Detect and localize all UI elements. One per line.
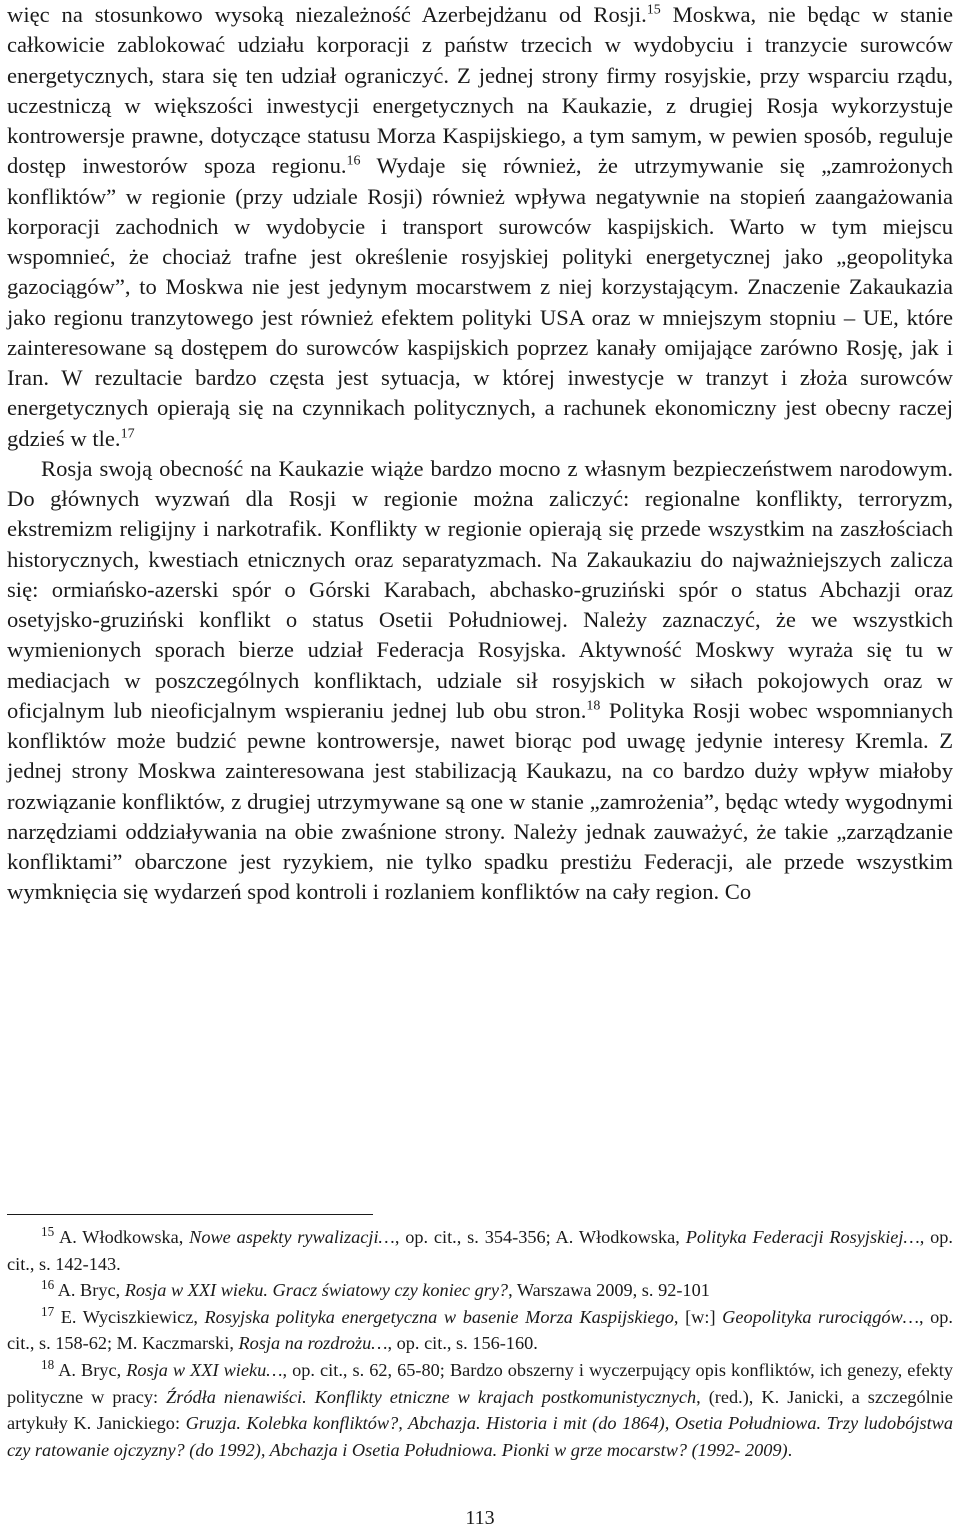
text-run: Moskwa, nie będąc w stanie całkowicie zablokować udziału korporacji z państw trzecich w wydobyciu i tranzycie surowców energetycznych, stara się ten udział ograniczyć. Z jednej strony firmy rosyjskie, przy wsparciu rządu, uczestniczą w większości inwestycji energetycznych na Kaukazie, z drugiej Rosja wykorzystuje kontrowersje prawne, dotyczące statusu Morza Kaspijskiego, a tym samym, w pewien sposób, reguluje dostęp inwestorów spoza regionu. <box>7 2 953 179</box>
footnote-title: Źródła nienawiści. Konflikty etniczne w krajach postkomunistycznych <box>166 1386 697 1407</box>
footnote-number: 17 <box>41 1303 55 1319</box>
footnote-title: Geopolityka rurociągów… <box>722 1306 919 1327</box>
footnote-title: Polityka Federacji Rosyjskiej… <box>685 1227 920 1247</box>
page-number: 113 <box>465 1507 495 1529</box>
footnote-number: 18 <box>41 1356 55 1372</box>
footnote-text: , op. cit., s. 156-160. <box>387 1333 538 1354</box>
footnote-text: E. Wyciszkiewicz, <box>54 1306 205 1327</box>
footnote-text: , op. cit., s. 354-356; A. Włodkowska, <box>394 1227 686 1247</box>
footnote-text: , op. cit., s. 142-143. <box>7 1227 953 1274</box>
footnote-title: Rosyjska polityka energetyczna w basenie Morza Kaspijskiego <box>204 1306 674 1327</box>
text-run: Wydaje się również, że utrzymywanie się „zamrożonych konfliktów” w regionie (przy udziale Rosji) również wpływa negatywnie na stopień zaangażowania korporacji zachodnich w wydobycie i transport surowców kaspijskich. Warto w tym miejscu wspomnieć, że chociaż trafne jest określenie rosyjskiej polityki energetycznej jako „geopolityka gazociągów”, to Moskwa nie jest jedynym mocarstwem z niej korzystającym. Znaczenie Zakaukazia jako regionu tranzytowego jest również efektem polityki USA oraz w mniejszym stopniu – UE, które zainteresowane są dostępem do surowców kaspijskich poprzez kanały omijające zarówno Rosję, jak i Iran. W rezultacie bardzo częsta jest sytuacja, w której inwestycje w tranzyt i złoża surowców energetycznych opierają się na czynnikach politycznych, a rachunek ekonomiczny jest obecny raczej gdzieś w tle. <box>7 153 953 451</box>
main-text <box>7 0 953 908</box>
footnote-ref-15[interactable]: 15 <box>646 2 661 18</box>
text-run: więc na stosunkowo wysoką niezależność Azerbejdżanu od Rosji. <box>7 2 647 27</box>
footnote-separator <box>7 1214 373 1215</box>
footnote-number: 15 <box>41 1223 55 1239</box>
footnote-title: Gruzja. Kolebka konfliktów?, Abchazja. Historia i mit (do 1864), Osetia Południowa. Trzy ludobójstwa czy ratowanie ojczyzny? (do 1992), Abchazja i Osetia Południowa. Pionki w grze mocarstw? (1992- 2009) <box>7 1413 953 1460</box>
footnote-text: , Warszawa 2009, s. 92-101 <box>508 1280 710 1301</box>
footnote-text: , [w:] <box>673 1306 723 1327</box>
footnote-title: Rosja w XXI wieku… <box>126 1359 283 1380</box>
footnote-16 <box>7 1277 953 1304</box>
footnote-text: , op. cit., s. 158-62; M. Kaczmarski, <box>7 1306 954 1354</box>
footnote-18 <box>7 1357 953 1463</box>
footnote-15 <box>7 1224 953 1277</box>
paragraph-2 <box>7 454 953 908</box>
footnote-title: Rosja w XXI wieku. Gracz światowy czy koniec gry? <box>124 1280 509 1301</box>
footnote-title: Rosja na rozdrożu… <box>238 1333 388 1354</box>
footnote-17 <box>7 1304 953 1357</box>
footnote-text: , (red.), K. Janicki, a szczególnie artykuły K. Janickiego: <box>7 1386 953 1434</box>
text-run: Polityka Rosji wobec wspomnianych konfliktów może budzić pewne kontrowersje, nawet biorąc pod uwagę jedynie interesy Kremla. Z jednej strony Moskwa zainteresowana jest stabilizacją Kaukazu, na co bardzo duży wpływ miałoby rozwiązanie konfliktów, z drugiej utrzymywane są one w stanie „zamrożenia”, będąc wtedy wygodnymi narzędziami oddziaływania na obie zwaśnione strony. Należy jednak zauważyć, że takie „zarządzanie konfliktami” obarczone jest ryzykiem, nie tylko spadku prestiżu Federacji, ale przede wszystkim wymknięcia się wydarzeń spod kontroli i rozlaniem konfliktów na cały region. Co <box>7 697 954 905</box>
footnote-text: . <box>787 1439 793 1460</box>
footnote-ref-17[interactable]: 17 <box>120 425 135 441</box>
footnote-title: Nowe aspekty rywalizacji… <box>189 1227 395 1247</box>
footnotes <box>7 1224 953 1463</box>
text-run: Rosja swoją obecność na Kaukazie wiąże bardzo mocno z własnym bezpieczeństwem narodowym. Do głównych wyzwań dla Rosji w regionie można zaliczyć: regionalne konflikty, terroryzm, ekstremizm religijny i narkotrafik. Konflikty w regionie opierają się przede wszystkim na zaszłościach historycznych, kwestiach etnicznych oraz separatyzmach. Na Zakaukaziu do najważniejszych zalicza się: ormiańsko-azerski spór o Górski Karabach, abchasko-gruziński spór o status Abchazji oraz osetyjsko-gruziński konflikt o status Osetii Południowej. Należy zaznaczyć, że we wszystkich wymienionych sporach bierze udział Federacja Rosyjska. Aktywność Moskwy wyraża się tu w mediacjach w poszczególnych konfliktach, udziale sił rosyjskich w siłach pokojowych oraz w oficjalnym lub nieoficjalnym wspieraniu jednej lub obu stron. <box>7 455 953 723</box>
footnote-ref-16[interactable]: 16 <box>346 153 361 169</box>
footnote-text: A. Włodkowska, <box>54 1227 190 1247</box>
footnote-ref-18[interactable]: 18 <box>586 698 601 714</box>
footnote-text: , op. cit., s. 62, 65-80; Bardzo obszerny i wyczerpujący opis konfliktów, ich genezy, efekty polityczne w pracy: <box>7 1359 953 1407</box>
footnote-text: A. Bryc, <box>54 1280 125 1301</box>
footnote-number: 16 <box>41 1276 55 1292</box>
footnote-text: A. Bryc, <box>54 1359 127 1380</box>
paragraph-1 <box>7 0 953 454</box>
